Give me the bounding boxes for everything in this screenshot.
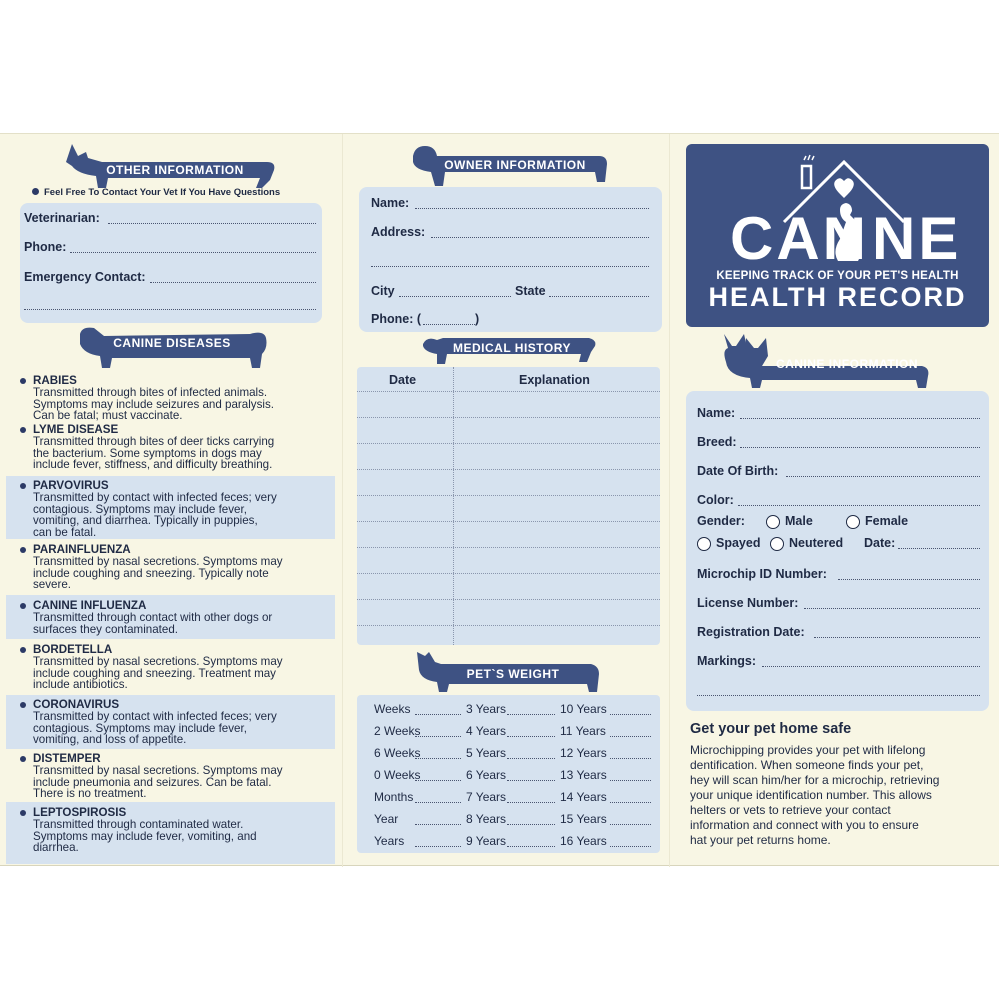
weight-field[interactable]	[415, 736, 461, 737]
home-safe-paragraph: Microchipping provides your pet with lifelong dentification. When someone finds your pet, hey will scan him/her for a microchip, retrieving your unique identification number. This allows helters or vets to retrieve your contact information and connect with you to ensure hat your pet returns home.	[690, 743, 940, 847]
weight-label: 7 Years	[466, 790, 507, 804]
microchip-field[interactable]	[838, 579, 980, 580]
weight-label: 9 Years	[466, 834, 507, 848]
weight-field[interactable]	[610, 802, 651, 803]
weight-field[interactable]	[507, 758, 555, 759]
male-label: Male	[785, 514, 813, 528]
spayed-label: Spayed	[716, 536, 761, 550]
history-row[interactable]	[357, 547, 660, 548]
owner-info-box	[359, 187, 662, 332]
owner-city-label: City	[371, 284, 395, 298]
history-row[interactable]	[357, 521, 660, 522]
weight-field[interactable]	[507, 736, 555, 737]
owner-state-label: State	[515, 284, 546, 298]
weight-field[interactable]	[415, 824, 461, 825]
weight-label: 14 Years	[560, 790, 607, 804]
owner-address-label: Address:	[371, 225, 426, 239]
markings-field[interactable]	[762, 666, 980, 667]
weight-label: 10 Years	[560, 702, 607, 716]
history-row[interactable]	[357, 625, 660, 626]
other-info-banner	[62, 140, 278, 188]
female-label: Female	[865, 514, 909, 528]
tagline: KEEPING TRACK OF YOUR PET'S HEALTH	[716, 270, 959, 282]
owner-address-field[interactable]	[431, 237, 649, 238]
pets-weight-table	[357, 695, 660, 853]
weight-field[interactable]	[415, 758, 461, 759]
markings-field-2[interactable]	[697, 695, 980, 696]
disease-bordetella: BORDETELLA Transmitted by nasal secretions. Symptoms may include coughing and sneezing. Treatment may include antibiotics.	[6, 644, 335, 694]
owner-phone-label: Phone: (	[371, 312, 421, 326]
weight-label: 8 Years	[466, 812, 507, 826]
weight-field[interactable]	[610, 736, 651, 737]
history-row[interactable]	[357, 599, 660, 600]
panel-left	[0, 134, 342, 867]
weight-label: 13 Years	[560, 768, 607, 782]
other-info-box	[20, 203, 322, 323]
owner-address-field-2[interactable]	[371, 266, 649, 267]
breed-label: Breed:	[697, 435, 737, 449]
microchip-label: Microchip ID Number:	[697, 567, 827, 581]
history-row[interactable]	[357, 573, 660, 574]
weight-label: 12 Years	[560, 746, 607, 760]
male-radio[interactable]	[766, 515, 780, 529]
disease-parainfluenza: PARAINFLUENZA Transmitted by nasal secretions. Symptoms may include coughing and sneezing. Typically note severe.	[6, 544, 335, 594]
emergency-contact-label: Emergency Contact:	[24, 270, 146, 284]
weight-label: Months	[374, 790, 414, 804]
weight-field[interactable]	[507, 780, 555, 781]
owner-state-field[interactable]	[549, 296, 649, 297]
history-explanation-header: Explanation	[519, 373, 590, 387]
registration-field[interactable]	[814, 637, 980, 638]
weight-label: Weeks	[374, 702, 411, 716]
weight-field[interactable]	[610, 714, 651, 715]
weight-field[interactable]	[610, 824, 651, 825]
history-column-divider	[453, 367, 454, 645]
weight-field[interactable]	[415, 780, 461, 781]
license-field[interactable]	[804, 608, 980, 609]
medical-history-banner	[421, 334, 597, 368]
disease-rabies: RABIES Transmitted through bites of infected animals. Symptoms may include seizures and paralysis. Can be fatal; must vaccinate.	[6, 369, 335, 419]
weight-label: Year	[374, 812, 399, 826]
neutered-radio[interactable]	[770, 537, 784, 551]
gender-label: Gender:	[697, 514, 745, 528]
weight-label: 15 Years	[560, 812, 607, 826]
bullet-icon	[32, 188, 39, 195]
canine-info-title: CANINE INFORMATION	[775, 357, 919, 371]
canine-info-box	[686, 391, 989, 711]
emergency-contact-field[interactable]	[150, 282, 316, 283]
brochure-sheet	[0, 133, 999, 866]
weight-label: 16 Years	[560, 834, 607, 848]
history-date-header: Date	[389, 373, 417, 387]
panel-right	[669, 134, 999, 867]
dog-name-field[interactable]	[740, 418, 980, 419]
neuter-date-field[interactable]	[898, 548, 980, 549]
disease-leptospirosis: LEPTOSPIROSIS Transmitted through contaminated water. Symptoms may include fever, vomiting, and diarrhea.	[6, 802, 335, 864]
color-field[interactable]	[738, 505, 980, 506]
owner-name-label: Name:	[371, 196, 410, 210]
medical-history-title: MEDICAL HISTORY	[453, 341, 571, 355]
vet-note: Feel Free To Contact Your Vet If You Have Questions	[32, 187, 280, 198]
canine-diseases-banner	[74, 324, 270, 370]
weight-label: 0 Weeks	[374, 768, 421, 782]
weight-label: 6 Years	[466, 768, 507, 782]
weight-field[interactable]	[610, 846, 651, 847]
dob-field[interactable]	[786, 476, 980, 477]
disease-coronavirus: CORONAVIRUS Transmitted by contact with infected feces; very contagious. Symptoms may include fever, vomiting, and loss of appetite.	[6, 695, 335, 749]
canine-info-banner	[722, 332, 932, 390]
history-row[interactable]	[357, 443, 660, 444]
history-row[interactable]	[357, 391, 660, 392]
home-safe-heading: Get your pet home safe	[690, 721, 852, 737]
phone-field[interactable]	[70, 252, 316, 253]
neuter-date-label: Date:	[864, 536, 896, 550]
weight-field[interactable]	[415, 846, 461, 847]
history-row[interactable]	[357, 417, 660, 418]
license-label: License Number:	[697, 596, 799, 610]
canine-diseases-title: CANINE DISEASES	[113, 336, 231, 350]
weight-field[interactable]	[507, 824, 555, 825]
owner-name-field[interactable]	[415, 208, 649, 209]
emergency-contact-field-2[interactable]	[24, 309, 316, 310]
weight-field[interactable]	[507, 846, 555, 847]
weight-label: Years	[374, 834, 405, 848]
disease-parvovirus: PARVOVIRUS Transmitted by contact with infected feces; very contagious. Symptoms may include fever, vomiting, and diarrhea. Typically in puppies, can be fatal.	[6, 476, 335, 539]
disease-canine-influenza: CANINE INFLUENZA Transmitted through contact with other dogs or surfaces they contaminated.	[6, 595, 335, 639]
weight-field[interactable]	[610, 780, 651, 781]
veterinarian-field[interactable]	[108, 223, 316, 224]
markings-label: Markings:	[697, 654, 757, 668]
owner-phone-area-field[interactable]	[423, 324, 475, 325]
history-row[interactable]	[357, 469, 660, 470]
owner-info-banner	[411, 142, 609, 188]
veterinarian-label: Veterinarian:	[24, 211, 100, 225]
title-block	[686, 144, 989, 327]
health-record-subtitle: HEALTH RECORD	[708, 282, 967, 312]
other-info-title: OTHER INFORMATION	[106, 163, 244, 177]
breed-field[interactable]	[740, 447, 980, 448]
color-label: Color:	[697, 493, 734, 507]
weight-field[interactable]	[415, 714, 461, 715]
dog-name-label: Name:	[697, 406, 736, 420]
disease-lyme: LYME DISEASE Transmitted through bites of deer ticks carrying the bacterium. Some symptoms in dogs may include fever, stiffness, and difficulty breathing.	[6, 424, 335, 474]
female-radio[interactable]	[846, 515, 860, 529]
pets-weight-title: PET`S WEIGHT	[466, 667, 560, 681]
spayed-radio[interactable]	[697, 537, 711, 551]
weight-field[interactable]	[415, 802, 461, 803]
neutered-label: Neutered	[789, 536, 844, 550]
medical-history-table	[357, 367, 660, 645]
history-row[interactable]	[357, 495, 660, 496]
weight-field[interactable]	[507, 802, 555, 803]
weight-label: 6 Weeks	[374, 746, 421, 760]
weight-label: 3 Years	[466, 702, 507, 716]
pets-weight-banner	[415, 648, 601, 694]
disease-distemper: DISTEMPER Transmitted by nasal secretions. Symptoms may include pneumonia and seizures. Can be fatal. There is no treatment.	[6, 753, 335, 803]
brand-right: NE	[872, 205, 962, 272]
weight-label: 11 Years	[560, 724, 606, 738]
owner-info-title: OWNER INFORMATION	[444, 158, 586, 172]
registration-label: Registration Date:	[697, 625, 805, 639]
brand-left: CAN	[730, 205, 869, 272]
weight-field[interactable]	[610, 758, 651, 759]
owner-city-field[interactable]	[399, 296, 511, 297]
weight-label: 4 Years	[466, 724, 507, 738]
panel-middle	[342, 134, 669, 867]
dob-label: Date Of Birth:	[697, 464, 779, 478]
owner-phone-close: )	[475, 312, 480, 326]
phone-label: Phone:	[24, 240, 67, 254]
weight-label: 2 Weeks	[374, 724, 421, 738]
weight-label: 5 Years	[466, 746, 507, 760]
weight-field[interactable]	[507, 714, 555, 715]
